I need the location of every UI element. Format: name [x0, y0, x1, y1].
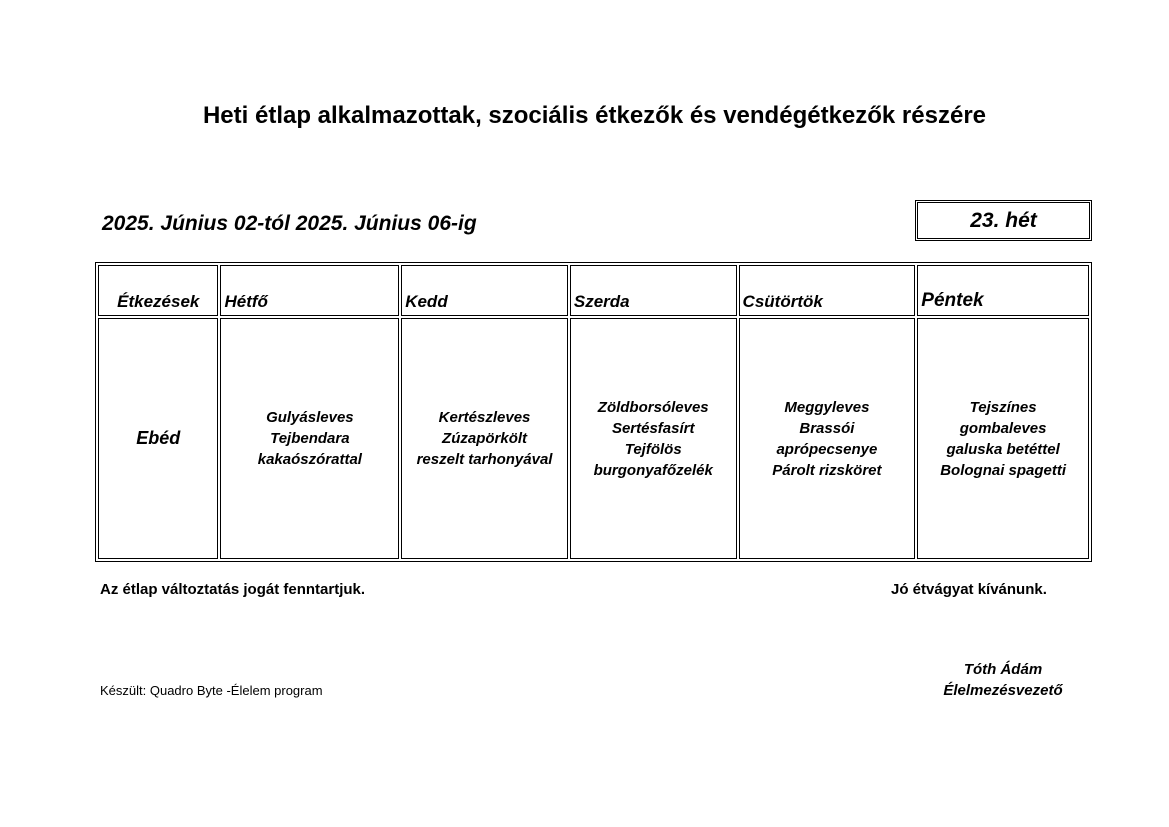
meal-label: Ebéd [98, 318, 218, 559]
date-range: 2025. Június 02-tól 2025. Június 06-ig [102, 212, 477, 235]
footer-credit: Készült: Quadro Byte -Élelem program [100, 683, 323, 698]
dish: Sertésfasírt [611, 419, 695, 437]
dish: Tejfölös [624, 440, 682, 458]
page-title: Heti étlap alkalmazottak, szociális étkezők és vendégétkezők részére [202, 102, 987, 129]
header-monday: Hétfő [220, 265, 399, 316]
dish: Zöldborsóleves [597, 398, 709, 416]
dish: Párolt rizsköret [772, 461, 882, 479]
header-friday: Péntek [917, 265, 1089, 316]
dish: Tejbendara [270, 430, 350, 447]
header-wednesday: Szerda [570, 265, 737, 316]
dish: Gulyásleves [266, 409, 354, 426]
table-row-lunch [98, 318, 1089, 559]
greeting-note: Jó étvágyat kívánunk. [891, 581, 1047, 598]
signature-name: Tóth Ádám [963, 661, 1043, 678]
dish: gombaleves [959, 419, 1047, 437]
menu-wednesday [570, 318, 737, 559]
menu-thursday [739, 318, 916, 559]
dish: Kertészleves [438, 409, 531, 426]
dish: burgonyafőzelék [593, 461, 713, 479]
header-thursday: Csütörtök [739, 265, 916, 316]
dish: reszelt tarhonyával [416, 451, 553, 468]
dish: Tejszínes [969, 398, 1037, 416]
dish: Bolognai spagetti [940, 461, 1067, 479]
menu-monday [220, 318, 399, 559]
menu-tuesday [401, 318, 568, 559]
menu-friday [917, 318, 1089, 559]
header-meals: Étkezések [98, 265, 218, 316]
week-number-box [915, 200, 1092, 241]
disclaimer-note: Az étlap változtatás jogát fenntartjuk. [100, 581, 366, 598]
dish: Zúzapörkölt [442, 430, 528, 447]
dish: Meggyleves [784, 398, 870, 416]
dish: Brassói [799, 419, 855, 437]
table-header-row [98, 265, 1089, 316]
header-tuesday: Kedd [401, 265, 568, 316]
dish: aprópecsenye [776, 440, 878, 458]
week-number: 23. hét [970, 209, 1037, 232]
dish: kakaószórattal [257, 451, 362, 468]
signature-role: Élelmezésvezető [943, 682, 1063, 699]
dish: galuska betéttel [946, 440, 1060, 458]
menu-table [95, 262, 1092, 562]
